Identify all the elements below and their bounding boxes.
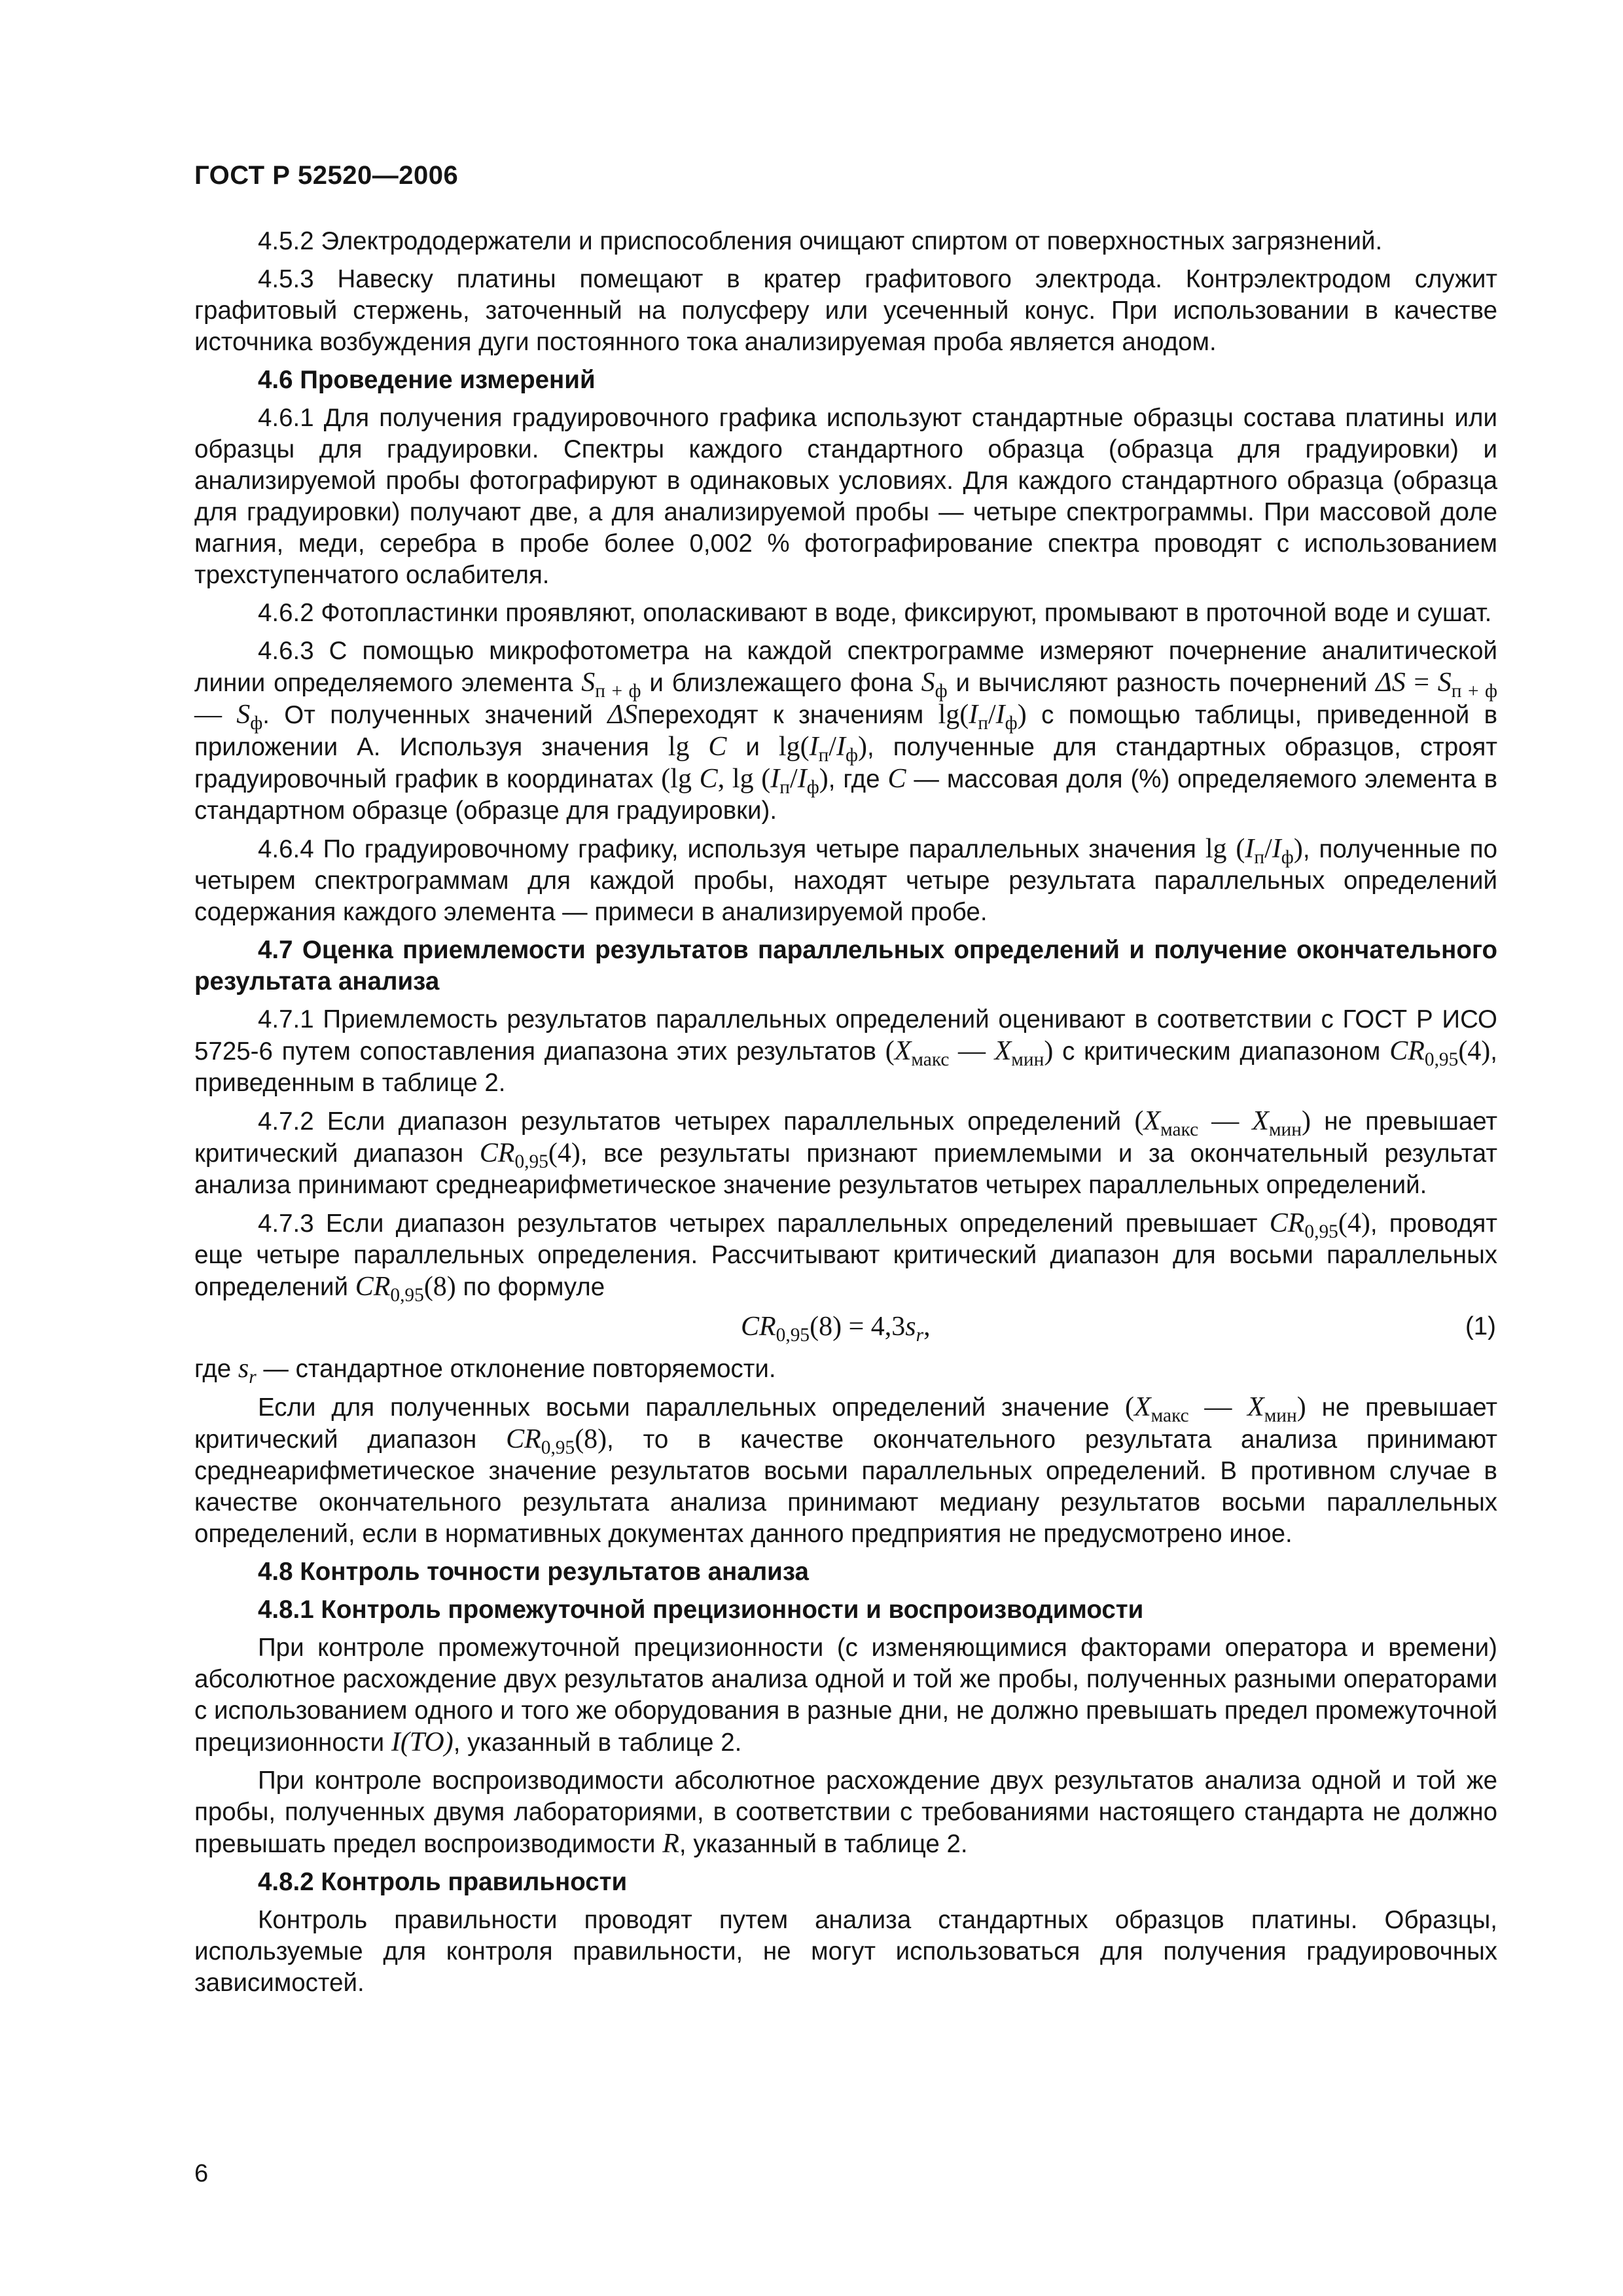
formula-1: $CR_{0,95}(8) = 4,3s_r$, <box>741 1312 931 1346</box>
paragraph-4-8-1-b: При контроле воспроизводимости абсолютное расхождение двух результатов анализа одной и той же пробы, полученных двумя лабораториями, в соответствии с требованиями настоящего стандарта не должно превышать предел воспроизводимости R, указанный в таблице 2. <box>194 1767 1497 1859</box>
math-s-r: $s_r$ <box>238 1354 257 1388</box>
document-header: ГОСТ Р 52520—2006 <box>194 161 459 190</box>
math-cr-8-b: $CR_{0,95}(8)$ <box>506 1424 607 1458</box>
math-s-f: $S_ф$ <box>921 668 948 702</box>
formula-1-row <box>194 1310 1497 1346</box>
paragraph-4-6-4: 4.6.4 По градуировочному графику, используя четыре параллельных значения $\lg (I_п/I_ф)$, полученные по четырем спектрограммам для каждой пробы, находят четыре результата параллельных определений содержания каждого элемента — примеси в анализируемой пробе. <box>194 834 1498 926</box>
math-cr-4-a: $CR_{0,95}(4)$ <box>1389 1036 1491 1070</box>
paragraph-4-5-2: 4.5.2 Электрододержатели и приспособления очищают спиртом от поверхностных загрязнений. <box>258 227 1383 255</box>
math-lg-c: lg C <box>668 732 727 762</box>
math-cr-4-c: $CR_{0,95}(4)$ <box>1269 1208 1370 1242</box>
math-ito: I(TO) <box>391 1727 454 1757</box>
math-range-2: ($X_{макс}$ — $X_{мин}$) <box>1134 1106 1311 1140</box>
math-r: R <box>662 1829 679 1859</box>
math-lg-ratio-3: $\lg (I_п/I_ф)$ <box>1205 834 1303 868</box>
math-s-pf: $S_{п + ф}$ <box>581 668 641 702</box>
heading-4-7: 4.7 Оценка приемлемости результатов параллельных определений и получение окончательного результата анализа <box>194 936 1497 996</box>
page-number: 6 <box>194 2160 209 2187</box>
formula-number: (1) <box>1465 1312 1496 1340</box>
math-delta-s-formula: $\Delta S = S_{п + ф}$ — $S_ф$ <box>194 668 1498 734</box>
paragraph-4-8-1-a: При контроле промежуточной прецизионности (с изменяющимися факторами оператора и времени) абсолютное расхождение двух результатов анализа одной и той же пробы, полученных разными операторами с использованием одного и того же оборудования в разные дни, не должно превышать предел промежуточной прецизионности I(TO), указанный в таблице 2. <box>194 1634 1497 1757</box>
math-range-3: ($X_{макс}$ — $X_{мин}$) <box>1124 1392 1306 1426</box>
math-coordinates: (lg C, $\lg (I_п/I_ф)$ <box>661 764 829 798</box>
math-delta-s: ΔS <box>607 700 637 730</box>
math-cr-4-b: $CR_{0,95}(4)$ <box>479 1138 580 1172</box>
heading-4-6: 4.6 Проведение измерений <box>258 366 596 394</box>
heading-4-8-2: 4.8.2 Контроль правильности <box>258 1868 628 1896</box>
paragraph-4-7-2: 4.7.2 Если диапазон результатов четырех параллельных определений ($X_{макс}$ — $X_{мин}$) не превышает критический диапазон $CR_{0,95}(4)$, все результаты признают приемлемыми и за окончательный результат анализа принимают среднеарифметическое значение результатов четырех параллельных определений. <box>194 1106 1498 1199</box>
document-body <box>194 226 1497 2005</box>
math-c: C <box>887 764 906 794</box>
heading-4-8: 4.8 Контроль точности результатов анализа <box>258 1558 809 1586</box>
paragraph-4-6-2: 4.6.2 Фотопластинки проявляют, ополаскивают в воде, фиксируют, промывают в проточной воде и сушат. <box>258 599 1492 627</box>
math-cr-8-a: $CR_{0,95}(8)$ <box>355 1272 456 1306</box>
paragraph-4-7-1: 4.7.1 Приемлемость результатов параллельных определений оценивают в соответствии с ГОСТ Р ИСО 5725-6 путем сопоставления диапазона этих результатов ($X_{макс}$ — $X_{мин}$) с критическим диапазоном $CR_{0,95}(4)$, приведенным в таблице 2. <box>194 1005 1497 1097</box>
math-lg-ratio-2: $\lg(I_п/I_ф)$ <box>778 732 868 766</box>
paragraph-4-6-1: 4.6.1 Для получения градуировочного графика используют стандартные образцы состава платины или образцы для градуировки. Спектры каждого стандартного образца (образца для градуировки) и анализируемой пробы фотографируют в одинаковых условиях. Для каждого стандартного образца (образца для градуировки) получают две, а для анализируемой пробы — четыре спектрограммы. При массовой доле магния, меди, серебра в пробе более 0,002 % фотографирование спектра проводят с использованием трехступенчатого ослабителя. <box>194 404 1497 589</box>
paragraph-4-6-3: 4.6.3 С помощью микрофотометра на каждой спектрограмме измеряют почернение аналитической линии определяемого элемента $S_{п + ф}$ и близлежащего фона $S_ф$ и вычисляют разность почернений $\Delta S = S_{п + ф}$ — $S_ф$. От полученных значений ΔSпереходят к значениям $\lg(I_п/I_ф)$ с помощью таблицы, приведенной в приложении А. Используя значения lg C и $\lg(I_п/I_ф)$, полученные для стандартных образцов, строят градуировочный график в координатах (lg C, $\lg (I_п/I_ф)$, где C — массовая доля (%) определяемого элемента в стандартном образце (образце для градуировки). <box>194 637 1498 825</box>
formula-where: где $s_r$ — стандартное отклонение повторяемости. <box>194 1354 776 1388</box>
paragraph-4-7-3-cont: Если для полученных восьми параллельных определений значение ($X_{макс}$ — $X_{мин}$) не превышает критический диапазон $CR_{0,95}(8)$, то в качестве окончательного результата анализа принимают среднеарифметическое значение результатов восьми параллельных определений. В противном случае в качестве окончательного результата анализа принимают медиану результатов восьми параллельных определений, если в нормативных документах данного предприятия не предусмотрено иное. <box>194 1392 1498 1548</box>
paragraph-4-7-3: 4.7.3 Если диапазон результатов четырех параллельных определений превышает $CR_{0,95}(4)$, проводят еще четыре параллельных определения. Рассчитывают критический диапазон для восьми параллельных определений $CR_{0,95}(8)$ по формуле <box>194 1208 1497 1306</box>
paragraph-4-5-3: 4.5.3 Навеску платины помещают в кратер графитового электрода. Контрэлектродом служит графитовый стержень, заточенный на полусферу или усеченный конус. При использовании в качестве источника возбуждения дуги постоянного тока анализируемая проба является анодом. <box>194 265 1497 356</box>
math-range-1: ($X_{макс}$ — $X_{мин}$) <box>885 1036 1054 1070</box>
heading-4-8-1: 4.8.1 Контроль промежуточной прецизионности и воспроизводимости <box>258 1596 1144 1624</box>
paragraph-4-8-2: Контроль правильности проводят путем анализа стандартных образцов платины. Образцы, используемые для контроля правильности, не могут использоваться для получения градуировочных зависимостей. <box>194 1906 1497 1997</box>
math-lg-ratio-1: $\lg(I_п/I_ф)$ <box>938 700 1027 734</box>
